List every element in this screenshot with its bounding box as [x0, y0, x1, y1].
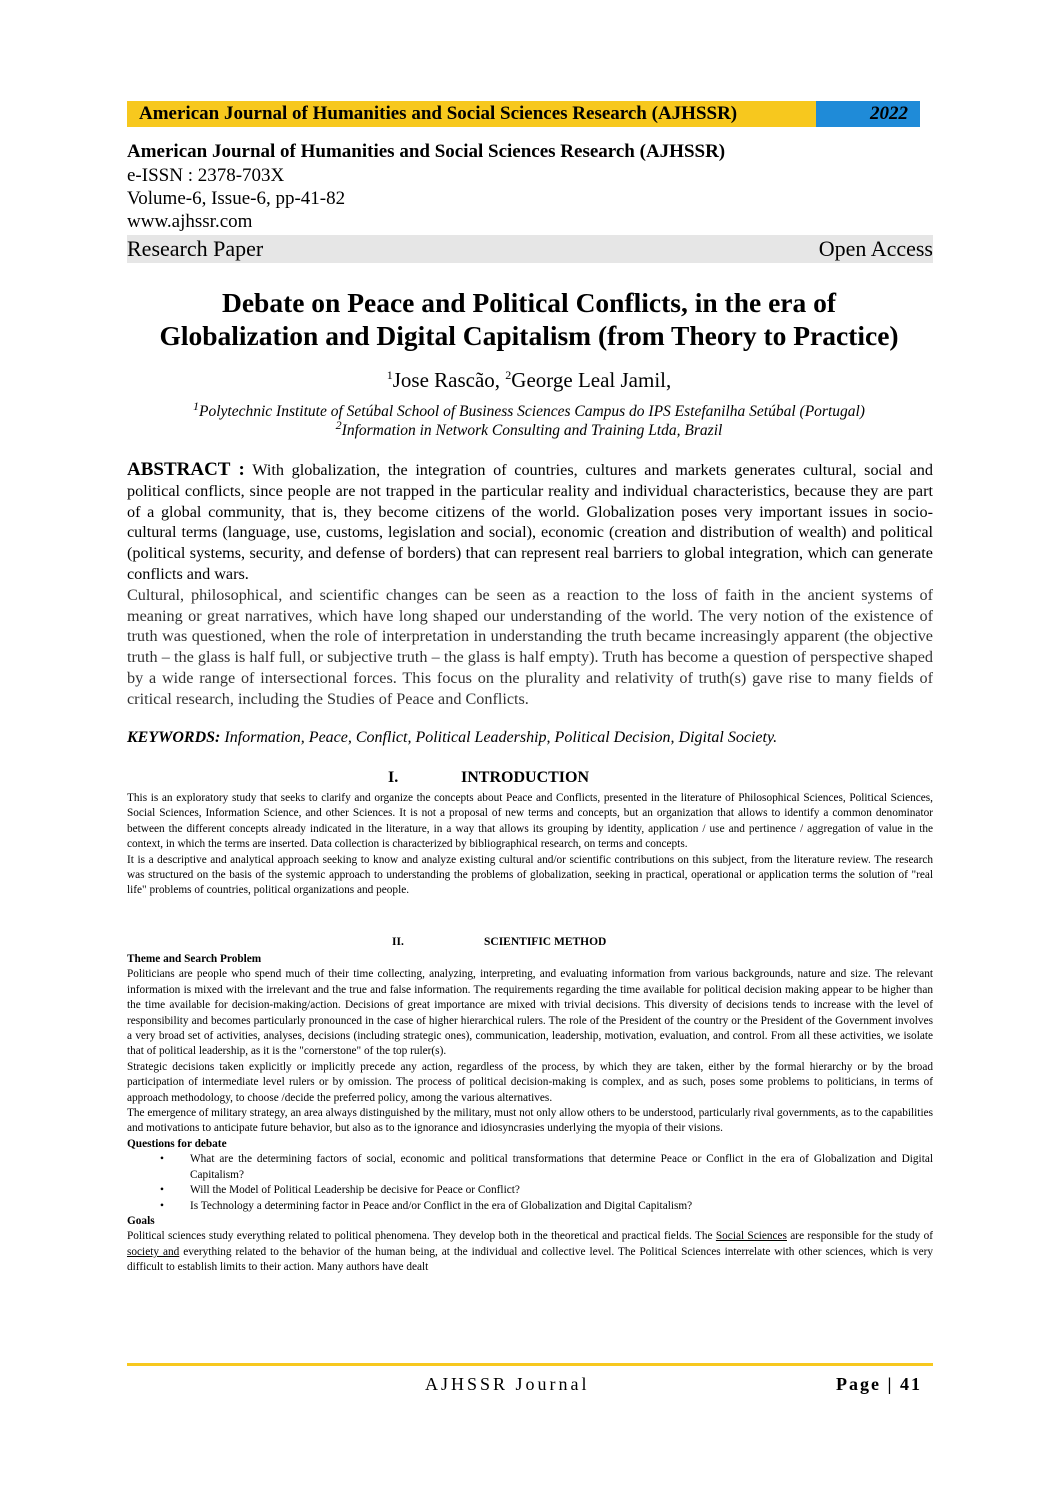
goals-paragraph	[127, 1229, 933, 1275]
section-1-title: INTRODUCTION	[461, 769, 590, 786]
goals-text-b: are responsible for the study of	[786, 1230, 933, 1243]
section-1-body	[127, 791, 933, 899]
affiliation-1-text: Polytechnic Institute of Setúbal School of Business Sciences Campus do IPS Estefanilha Setúbal (Portugal)	[199, 403, 865, 421]
questions-list	[127, 1152, 933, 1214]
author-1: Jose Rascão,	[392, 368, 506, 392]
keywords	[127, 729, 933, 747]
subheading-goals: Goals	[127, 1214, 155, 1227]
author-2-sup: 2	[505, 368, 512, 382]
footer-page-number: 41	[899, 1374, 922, 1394]
section-1-number: I.	[388, 769, 399, 786]
journal-meta	[127, 140, 933, 263]
subheading-questions: Questions for debate	[127, 1137, 227, 1150]
header-year: 2022	[816, 101, 920, 127]
list-item: • Will the Model of Political Leadership be decisive for Peace or Conflict?	[127, 1183, 933, 1198]
footer-page-label: Page |	[836, 1374, 894, 1394]
meta-journal-name: American Journal of Humanities and Social Sciences Research (AJHSSR)	[127, 141, 726, 162]
abstract	[127, 460, 933, 710]
affiliation-2	[60, 418, 998, 440]
header-journal-name: American Journal of Humanities and Social Sciences Research (AJHSSR)	[127, 101, 816, 127]
meta-issn: e-ISSN : 2378-703X	[127, 165, 285, 186]
social-sciences-link[interactable]: Social Sciences	[715, 1230, 787, 1243]
paper-type: Research Paper	[127, 236, 264, 261]
abstract-paragraph-2: Cultural, philosophical, and scientific changes can be seen as a reaction to the loss of faith in the ancient systems of meaning or great narratives, which have long shaped our understanding of the world. The very notion of the existence of truth was questioned, when the role of interpretation in understanding the truth became increasingly apparent (the objective truth – the glass is half full, or subjective truth – the glass is half empty). Truth has become a question of perspective shaped by a wide range of intersectional forces. This focus on the plurality and relativity of truth(s) gave rise to many fields of critical research, including the Studies of Peace and Conflicts.	[127, 585, 933, 708]
access-type: Open Access	[818, 236, 933, 261]
footer-page	[836, 1374, 922, 1395]
abstract-paragraph-1	[127, 460, 933, 585]
subheading-theme: Theme and Search Problem	[127, 953, 262, 965]
section-1-paragraph-2: It is a descriptive and analytical approach seeking to know and analyze existing cultural and/or scientific contributions on this subject, from the literature review. The research was structured on the basis of the systemic approach to understanding the problems of globalization, seeking in practical, operational or application terms the solution of "real life" problems of countries, political organizations and people.	[127, 853, 933, 897]
title-line-1: Debate on Peace and Political Conflicts, in the era of	[221, 287, 837, 318]
author-1-sup: 1	[386, 368, 393, 382]
society-link[interactable]: society and	[127, 1245, 180, 1258]
section-2-paragraph-2: Strategic decisions taken explicitly or implicitly precede any action, regardless of the process, by which they are taken, either by the formal hierarchy or by the broad participation of intermediate level rulers or by omission. The process of political decision-making is complex, and as such, poses some problems to politicians, in terms of approach methodology, to choose /decide the preferred policy, among the various alternatives.	[127, 1060, 933, 1104]
section-2-body	[127, 952, 933, 1276]
affiliation-2-text: Information in Network Consulting and Training Ltda, Brazil	[341, 422, 723, 440]
section-2-paragraph-1: Politicians are people who spend much of their time collecting, analyzing, interpreting, and evaluating information from various backgrounds, nature and size. The relevant information is mixed with the irrelevant and the true and false information. The requirements regarding the time available for political decision making appear to be higher than the time available for decision-making/action. Decisions of great importance are mixed with trivial decisions. This diversity of decisions tends to increase with the level of responsibility and becomes particularly pronounced in the case of higher hierarchical rulers. The role of the President of the country or the President of the Government involves a very broad set of activities, analyses, decisions (including strategic ones), communication, leadership, motivation, evaluation, and control. From all these activities, we isolate that of political leadership, as it is the "cornerstone" of the top ruler(s).	[127, 968, 933, 1058]
authors	[80, 368, 978, 393]
goals-text-a: Political sciences study everything related to political phenomena. They develop both in the theoretical and practical fields. The	[127, 1230, 716, 1243]
list-item: • What are the determining factors of social, economic and political transformations that determine Peace or Conflict in the era of Globalization and Digital Capitalism?	[127, 1152, 933, 1183]
keywords-label: KEYWORDS:	[127, 729, 221, 746]
paper-title	[80, 286, 978, 352]
meta-volume: Volume-6, Issue-6, pp-41-82	[127, 188, 346, 209]
footer-rule	[127, 1363, 933, 1366]
abstract-text-1: With globalization, the integration of countries, cultures and markets generates cultural, social and political conflicts, since people are not trapped in the particular reality and individual characteristics, because they are part of a global community, that is, they become citizens of the world. Globalization poses very important issues in socio-cultural terms (language, use, customs, legislation and social), economic (creation and distribution of wealth) and political (political systems, security, and defense of borders) that can represent real barriers to global integration, which can generate conflicts and wars.	[127, 461, 933, 583]
journal-header-band	[127, 101, 920, 127]
author-2: George Leal Jamil,	[511, 368, 672, 392]
affiliation-1-sup: 1	[193, 399, 200, 413]
section-2-title: SCIENTIFIC METHOD	[484, 936, 607, 948]
footer-journal: AJHSSR Journal	[425, 1374, 590, 1394]
goals-text-c: everything related to the behavior of the human being, at the individual and collective level. The Political Sciences interrelate with other sciences, which is very difficult to establish limits to their action. Many authors have dealt	[127, 1245, 934, 1274]
section-1-paragraph-1: This is an exploratory study that seeks to clarify and organize the concepts about Peace and Conflicts, presented in the literature of Philosophical Sciences, Political Sciences, Social Sciences, Information Science, and other Sciences. It is not a proposal of new terms and concepts, but an organization that allows to identify a common denominator between the different concepts already indicated in the literature, in a way that allows its grouping by identity, application / use and pertinence / aggregation of value in the context, in which the terms are inserted. Data collection is characterized by bibliographical research, on terms and concepts.	[127, 792, 933, 851]
section-2-paragraph-3: The emergence of military strategy, an area always distinguished by the military, must not only allow others to be understood, particularly rival governments, as to the capabilities and motivations to anticipate future behavior, but also as to the ignorance and idiosyncrasies underlying the myopia of their visions.	[127, 1107, 933, 1135]
title-line-2: Globalization and Digital Capitalism (from Theory to Practice)	[159, 320, 899, 351]
paper-type-bar	[127, 235, 933, 263]
keywords-text: Information, Peace, Conflict, Political Leadership, Political Decision, Digital Society.	[224, 729, 778, 746]
abstract-label: ABSTRACT :	[127, 459, 245, 480]
meta-website: www.ajhssr.com	[127, 211, 253, 232]
list-item: • Is Technology a determining factor in Peace and/or Conflict in the era of Globalization and Digital Capitalism?	[127, 1199, 933, 1214]
section-2-number: II.	[392, 936, 404, 948]
affiliation-2-sup: 2	[335, 418, 342, 432]
